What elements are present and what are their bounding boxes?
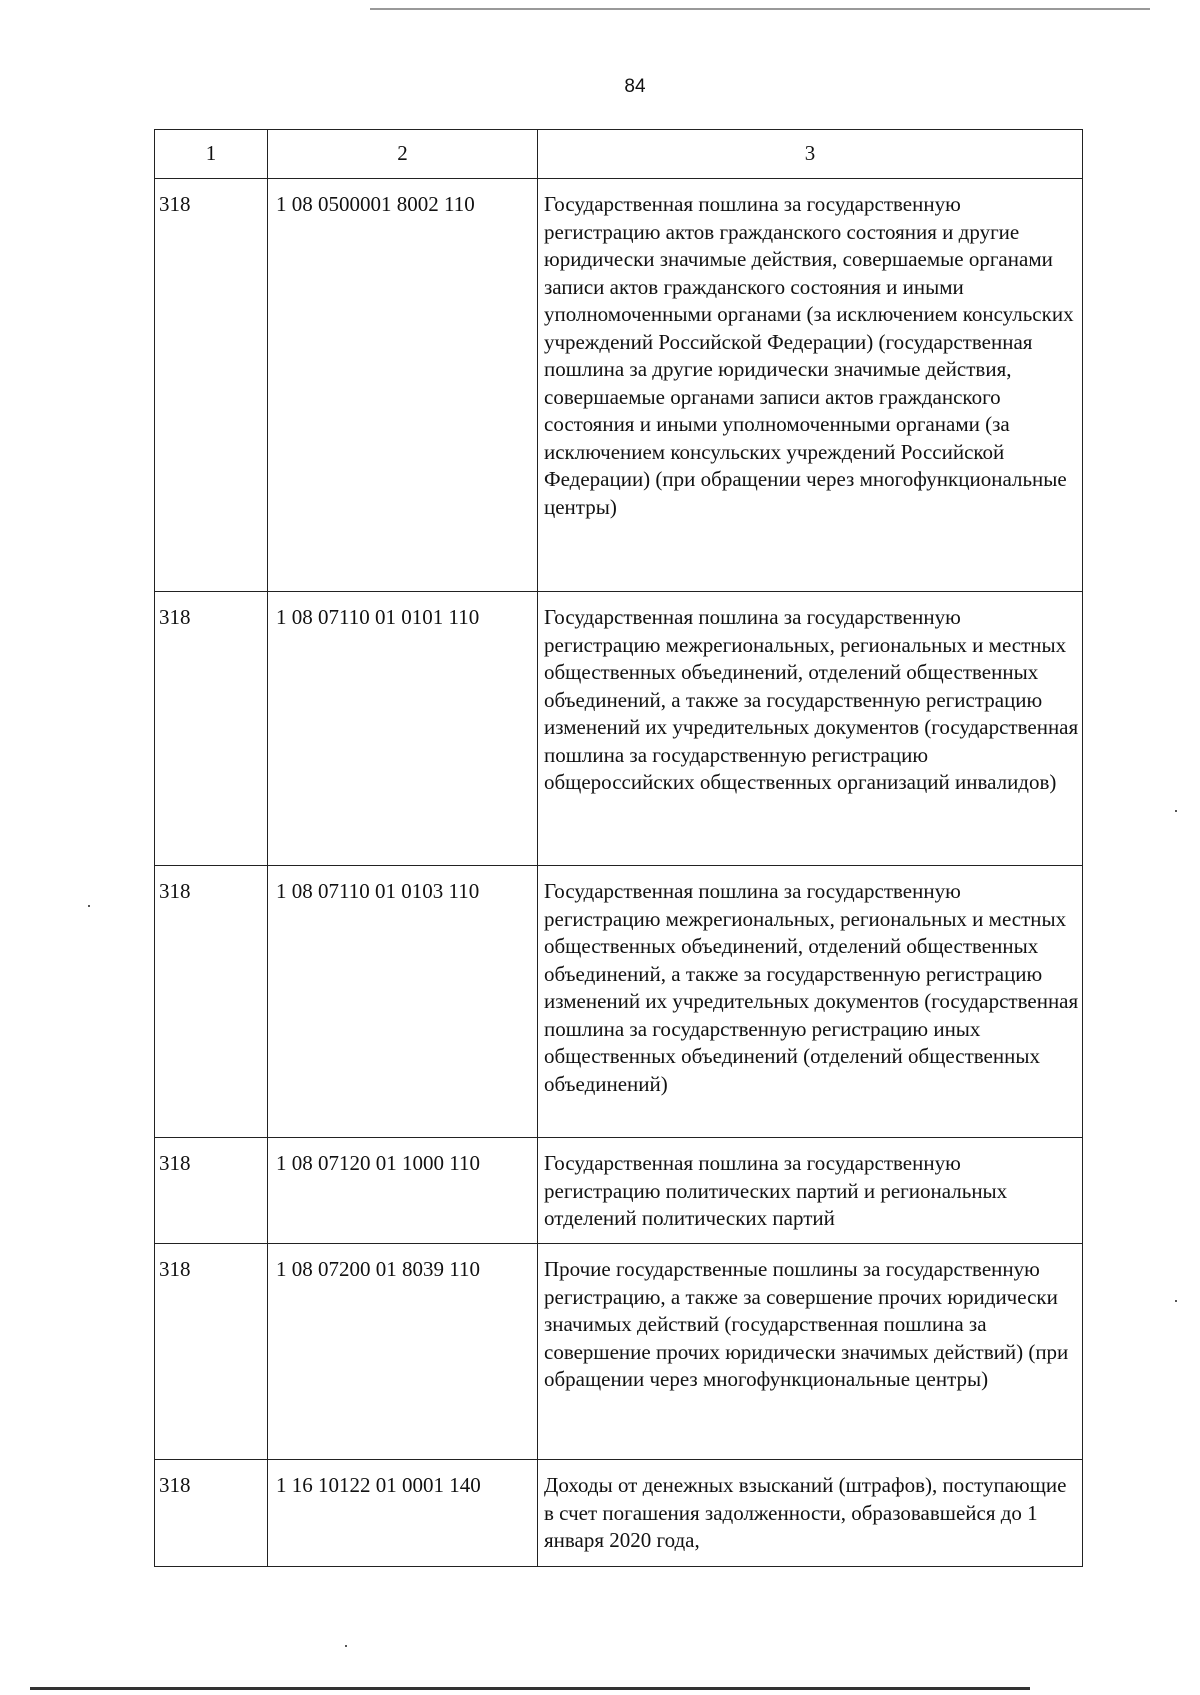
table-row	[155, 1244, 1083, 1460]
description-cell: Доходы от денежных взысканий (штрафов), поступающие в счет погашения задолженности, образовавшейся до 1 января 2020 года,	[538, 1460, 1083, 1567]
header-col-3: 3	[538, 130, 1083, 179]
header-col-2: 2	[268, 130, 538, 179]
scan-speck	[1175, 810, 1177, 812]
scan-edge-bottom	[30, 1687, 1030, 1690]
table-row	[155, 1138, 1083, 1244]
kbk-code-cell: 1 08 07120 01 1000 110	[268, 1138, 538, 1244]
kbk-code-cell: 1 08 07200 01 8039 110	[268, 1244, 538, 1460]
scan-speck	[1175, 1300, 1177, 1302]
revenue-codes-table	[154, 129, 1083, 1567]
scan-speck	[345, 1645, 347, 1647]
admin-code-cell: 318	[155, 866, 268, 1138]
kbk-code-cell: 1 08 0500001 8002 110	[268, 179, 538, 592]
table-row	[155, 179, 1083, 592]
description-cell: Государственная пошлина за государственную регистрацию межрегиональных, региональных и местных общественных объединений, отделений общественных объединений, а также за государственную регистрацию изменений их учредительных документов (государственная пошлина за государственную регистрацию иных общественных объединений (отделений общественных объединений)	[538, 866, 1083, 1138]
kbk-code-cell: 1 16 10122 01 0001 140	[268, 1460, 538, 1567]
description-cell: Прочие государственные пошлины за государственную регистрацию, а также за совершение прочих юридически значимых действий (государственная пошлина за совершение прочих юридически значимых действий) (при обращении через многофункциональные центры)	[538, 1244, 1083, 1460]
admin-code-cell: 318	[155, 1138, 268, 1244]
admin-code-cell: 318	[155, 1244, 268, 1460]
description-cell: Государственная пошлина за государственную регистрацию межрегиональных, региональных и местных общественных объединений, отделений общественных объединений, а также за государственную регистрацию изменений их учредительных документов (государственная пошлина за государственную регистрацию общероссийских общественных организаций инвалидов)	[538, 592, 1083, 866]
admin-code-cell: 318	[155, 592, 268, 866]
scan-speck	[88, 905, 90, 907]
description-cell: Государственная пошлина за государственную регистрацию политических партий и региональных отделений политических партий	[538, 1138, 1083, 1244]
kbk-code-cell: 1 08 07110 01 0103 110	[268, 866, 538, 1138]
description-cell: Государственная пошлина за государственную регистрацию актов гражданского состояния и другие юридически значимые действия, совершаемые органами записи актов гражданского состояния и иными уполномоченными органами (за исключением консульских учреждений Российской Федерации) (государственная пошлина за другие юридически значимые действия, совершаемые органами записи актов гражданского состояния и иными уполномоченными органами (за исключением консульских учреждений Российской Федерации) (при обращении через многофункциональные центры)	[538, 179, 1083, 592]
table-row	[155, 1460, 1083, 1567]
table-row	[155, 592, 1083, 866]
admin-code-cell: 318	[155, 179, 268, 592]
admin-code-cell: 318	[155, 1460, 268, 1567]
table-header-row	[155, 130, 1083, 179]
kbk-code-cell: 1 08 07110 01 0101 110	[268, 592, 538, 866]
page-number: 84	[624, 76, 646, 97]
table-row	[155, 866, 1083, 1138]
scan-edge-top	[370, 8, 1150, 10]
header-col-1: 1	[155, 130, 268, 179]
